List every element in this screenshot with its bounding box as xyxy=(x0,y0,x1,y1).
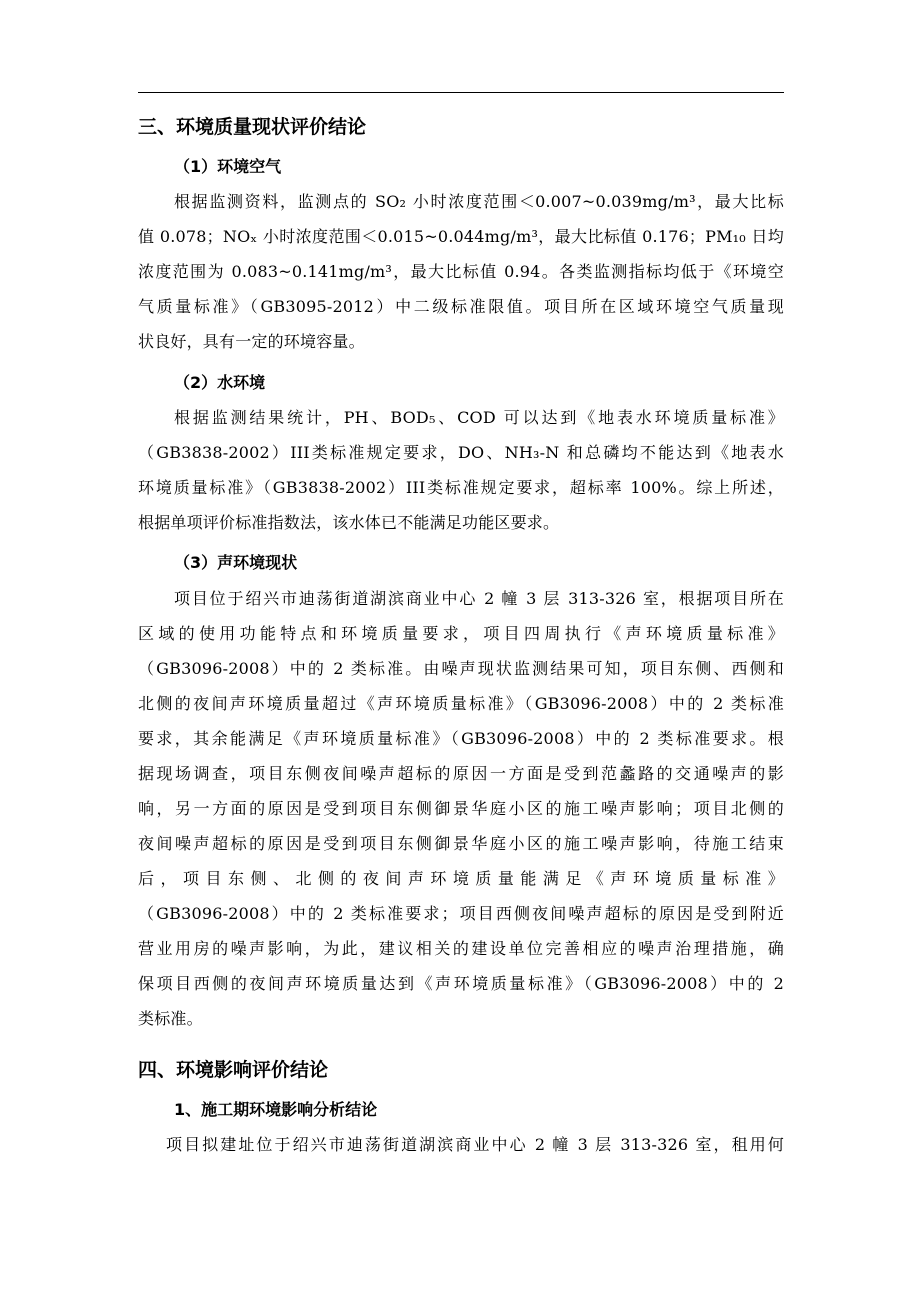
paragraph-air xyxy=(138,184,784,359)
text-line: 区域的使用功能特点和环境质量要求，项目四周执行《声环境质量标准》 xyxy=(138,624,784,643)
paragraph-water xyxy=(138,400,784,540)
text-line: 根据监测资料，监测点的 SO₂ 小时浓度范围＜0.007~0.039mg/m³，最大比标 xyxy=(174,192,784,211)
text-line: 气质量标准》（GB3095-2012）中二级标准限值。项目所在区域环境空气质量现 xyxy=(138,297,784,316)
paragraph-noise xyxy=(138,581,784,1036)
text-line: 项目位于绍兴市迪荡街道湖滨商业中心 2 幢 3 层 313-326 室，根据项目所在 xyxy=(174,589,784,608)
text-line: 浓度范围为 0.083~0.141mg/m³，最大比标值 0.94。各类监测指标均低于《环境空 xyxy=(138,262,784,281)
section-heading-quality-status: 三、环境质量现状评价结论 xyxy=(138,116,367,138)
text-line: 项目拟建址位于绍兴市迪荡街道湖滨商业中心 2 幢 3 层 313-326 室，租用何 xyxy=(166,1135,784,1154)
text-line: 环境质量标准》（GB3838-2002）III类标准规定要求，超标率 100%。综上所述， xyxy=(138,478,784,497)
text-line: 根据监测结果统计，PH、BOD₅、COD 可以达到《地表水环境质量标准》 xyxy=(174,408,784,427)
text-line: 营业用房的噪声影响，为此，建议相关的建设单位完善相应的噪声治理措施，确 xyxy=(138,939,784,958)
text-line: （GB3096-2008）中的 2 类标准。由噪声现状监测结果可知，项目东侧、西侧和 xyxy=(138,659,784,678)
header-rule xyxy=(138,92,784,93)
text-line: 夜间噪声超标的原因是受到项目东侧御景华庭小区的施工噪声影响，待施工结束 xyxy=(138,834,784,853)
subsection-heading-water: （2）水环境 xyxy=(174,373,266,392)
text-line: 根据单项评价标准指数法，该水体已不能满足功能区要求。 xyxy=(138,513,560,532)
text-line: 后，项目东侧、北侧的夜间声环境质量能满足《声环境质量标准》 xyxy=(138,869,784,888)
text-line: 要求，其余能满足《声环境质量标准》（GB3096-2008）中的 2 类标准要求。根 xyxy=(138,729,784,748)
text-line: 值 0.078；NOₓ 小时浓度范围＜0.015~0.044mg/m³，最大比标值 0.176；PM₁₀ 日均 xyxy=(138,227,784,246)
section-heading-impact: 四、环境影响评价结论 xyxy=(138,1059,329,1081)
text-line: 类标准。 xyxy=(138,1009,203,1028)
text-line: 据现场调查，项目东侧夜间噪声超标的原因一方面是受到范蠡路的交通噪声的影 xyxy=(138,764,784,783)
text-line: 状良好，具有一定的环境容量。 xyxy=(138,332,365,351)
subsection-heading-air: （1）环境空气 xyxy=(174,157,282,176)
paragraph-construction xyxy=(138,1127,784,1162)
text-line: （GB3096-2008）中的 2 类标准要求；项目西侧夜间噪声超标的原因是受到附近 xyxy=(138,904,784,923)
subsection-heading-noise: （3）声环境现状 xyxy=(174,553,298,572)
text-line: （GB3838-2002）III类标准规定要求，DO、NH₃-N 和总磷均不能达到《地表水 xyxy=(138,443,784,462)
text-line: 北侧的夜间声环境质量超过《声环境质量标准》（GB3096-2008）中的 2 类标准 xyxy=(138,694,784,713)
subsection-heading-construction: 1、施工期环境影响分析结论 xyxy=(174,1100,378,1119)
text-line: 响，另一方面的原因是受到项目东侧御景华庭小区的施工噪声影响；项目北侧的 xyxy=(138,799,784,818)
text-line: 保项目西侧的夜间声环境质量达到《声环境质量标准》（GB3096-2008）中的 2 xyxy=(138,974,784,993)
